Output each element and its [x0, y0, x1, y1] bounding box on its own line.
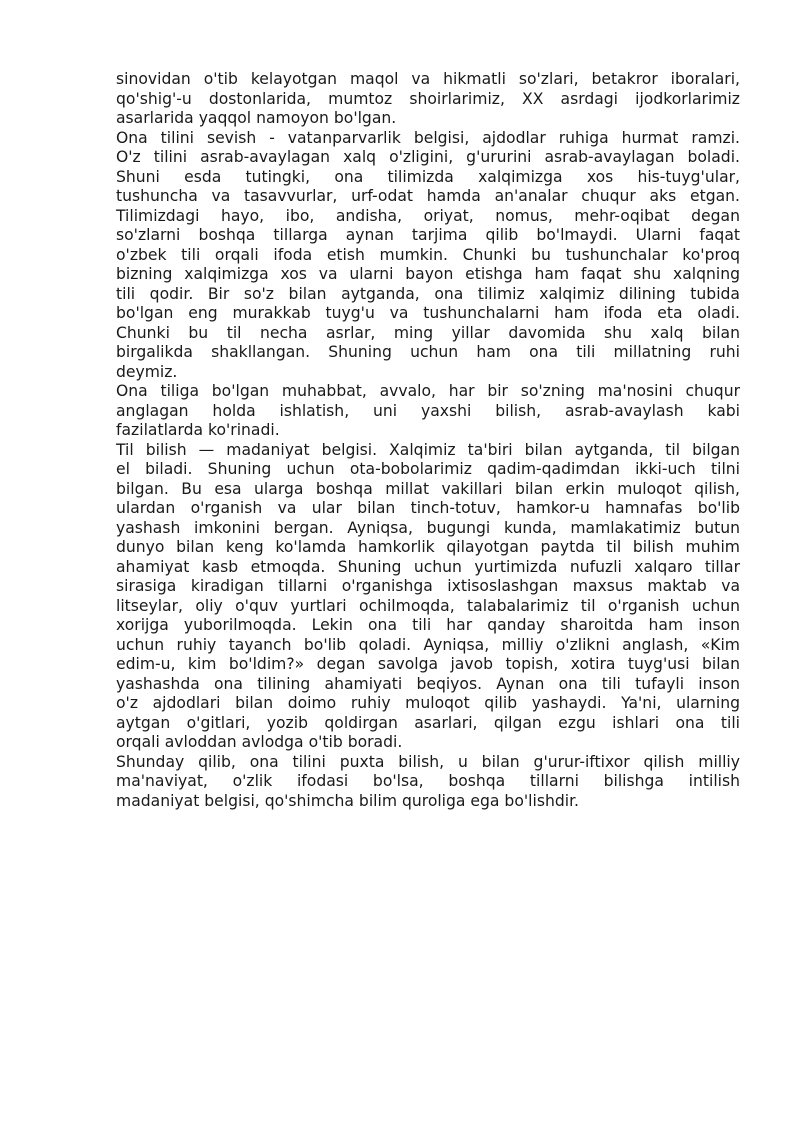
text-line: yashash imkonini bergan. Ayniqsa, bugungi kunda, mamlakatimiz butun [116, 518, 740, 537]
text-line: yashashda ona tilining ahamiyati beqiyos. Aynan ona tili tufayli inson [116, 674, 740, 693]
text-line: so'zlarni boshqa tillarga aynan tarjima qilib bo'lmaydi. Ularni faqat [116, 226, 740, 244]
text-line: tushuncha va tasavvurlar, urf-odat hamda an'analar chuqur aks etgan. [116, 187, 740, 205]
text-line: dunyo bilan keng ko'lamda hamkorlik qilayotgan paytda til bilish muhim [116, 538, 740, 556]
text-line: deymiz. [116, 362, 178, 381]
text-line: litseylar, oliy o'quv yurtlari ochilmoqda, talabalarimiz til o'rganish uchun [116, 596, 740, 615]
text-line: bizning xalqimizga xos va ularni bayon etishga ham faqat shu xalqning [116, 265, 740, 283]
text-line: bilgan. Bu esa ularga boshqa millat vakillari bilan erkin muloqot qilish, [116, 479, 740, 498]
text-line: ma'naviyat, o'zlik ifodasi bo'lsa, boshqa tillarni bilishga intilish [116, 772, 740, 790]
text-line: qo'shig'-u dostonlarida, mumtoz shoirlarimiz, XX asrdagi ijodkorlarimiz [116, 89, 740, 108]
paragraph [116, 70, 740, 129]
text-line: Chunki bu til necha asrlar, ming yillar davomida shu xalq bilan [116, 323, 740, 342]
text-line: orqali avloddan avlodga o'tib boradi. [116, 733, 403, 751]
text-line: sirasiga kiradigan tillarni o'rganishga ixtisoslashgan maxsus maktab va [116, 577, 740, 595]
paragraph [116, 753, 740, 812]
text-line: edim-u, kim bo'ldim?» degan savolga javob topish, xotira tuyg'usi bilan [116, 655, 740, 673]
text-line: O'z tilini asrab-avaylagan xalq o'zligini, g'ururini asrab-avaylagan boladi. [116, 148, 740, 166]
paragraph [116, 129, 740, 383]
text-line: sinovidan o'tib kelayotgan maqol va hikmatli so'zlari, betakror iboralari, [116, 70, 740, 88]
text-line: tili qodir. Bir so'z bilan aytganda, ona tilimiz xalqimiz dilining tubida [116, 284, 740, 303]
text-line: Shunday qilib, ona tilini puxta bilish, u bilan g'urur-iftixor qilish milliy [116, 752, 740, 771]
text-line: ahamiyat kasb etmoqda. Shuning uchun yurtimizda nufuzli xalqaro tillar [116, 557, 740, 576]
text-line: Ona tilini sevish - vatanparvarlik belgisi, ajdodlar ruhiga hurmat ramzi. [116, 128, 740, 147]
paragraph [116, 382, 740, 441]
text-line: Tilimizdagi hayo, ibo, andisha, oriyat, nomus, mehr-oqibat degan [116, 206, 740, 225]
text-line: anglagan holda ishlatish, uni yaxshi bilish, asrab-avaylash kabi [116, 401, 740, 420]
text-line: bo'lgan eng murakkab tuyg'u va tushunchalarni ham ifoda eta oladi. [116, 304, 740, 322]
text-line: madaniyat belgisi, qo'shimcha bilim quroliga ega bo'lishdir. [116, 791, 579, 810]
text-line: birgalikda shakllangan. Shuning uchun ham ona tili millatning ruhi [116, 343, 740, 361]
text-line: el biladi. Shuning uchun ota-bobolarimiz qadim-qadimdan ikki-uch tilni [116, 460, 740, 478]
text-line: Ona tiliga bo'lgan muhabbat, avvalo, har bir so'zning ma'nosini chuqur [116, 382, 740, 400]
text-line: Til bilish — madaniyat belgisi. Xalqimiz ta'biri bilan aytganda, til bilgan [116, 440, 740, 459]
paragraph [116, 441, 740, 753]
text-line: Shuni esda tutingki, ona tilimizda xalqimizga xos his-tuyg'ular, [116, 167, 740, 186]
text-line: uchun ruhiy tayanch bo'lib qoladi. Ayniqsa, milliy o'zlikni anglash, «Kim [116, 635, 740, 654]
text-line: asarlarida yaqqol namoyon bo'lgan. [116, 109, 397, 127]
text-line: o'zbek tili orqali ifoda etish mumkin. Chunki bu tushunchalar ko'proq [116, 245, 740, 264]
text-line: aytgan o'gitlari, yozib qoldirgan asarlari, qilgan ezgu ishlari ona tili [116, 713, 740, 732]
text-line: fazilatlarda ko'rinadi. [116, 421, 280, 439]
text-line: ulardan o'rganish va ular bilan tinch-totuv, hamkor-u hamnafas bo'lib [116, 499, 740, 517]
text-line: o'z ajdodlari bilan doimo ruhiy muloqot qilib yashaydi. Ya'ni, ularning [116, 694, 740, 712]
document-page [116, 70, 740, 811]
text-line: xorijga yuborilmoqda. Lekin ona tili har qanday sharoitda ham inson [116, 616, 740, 634]
